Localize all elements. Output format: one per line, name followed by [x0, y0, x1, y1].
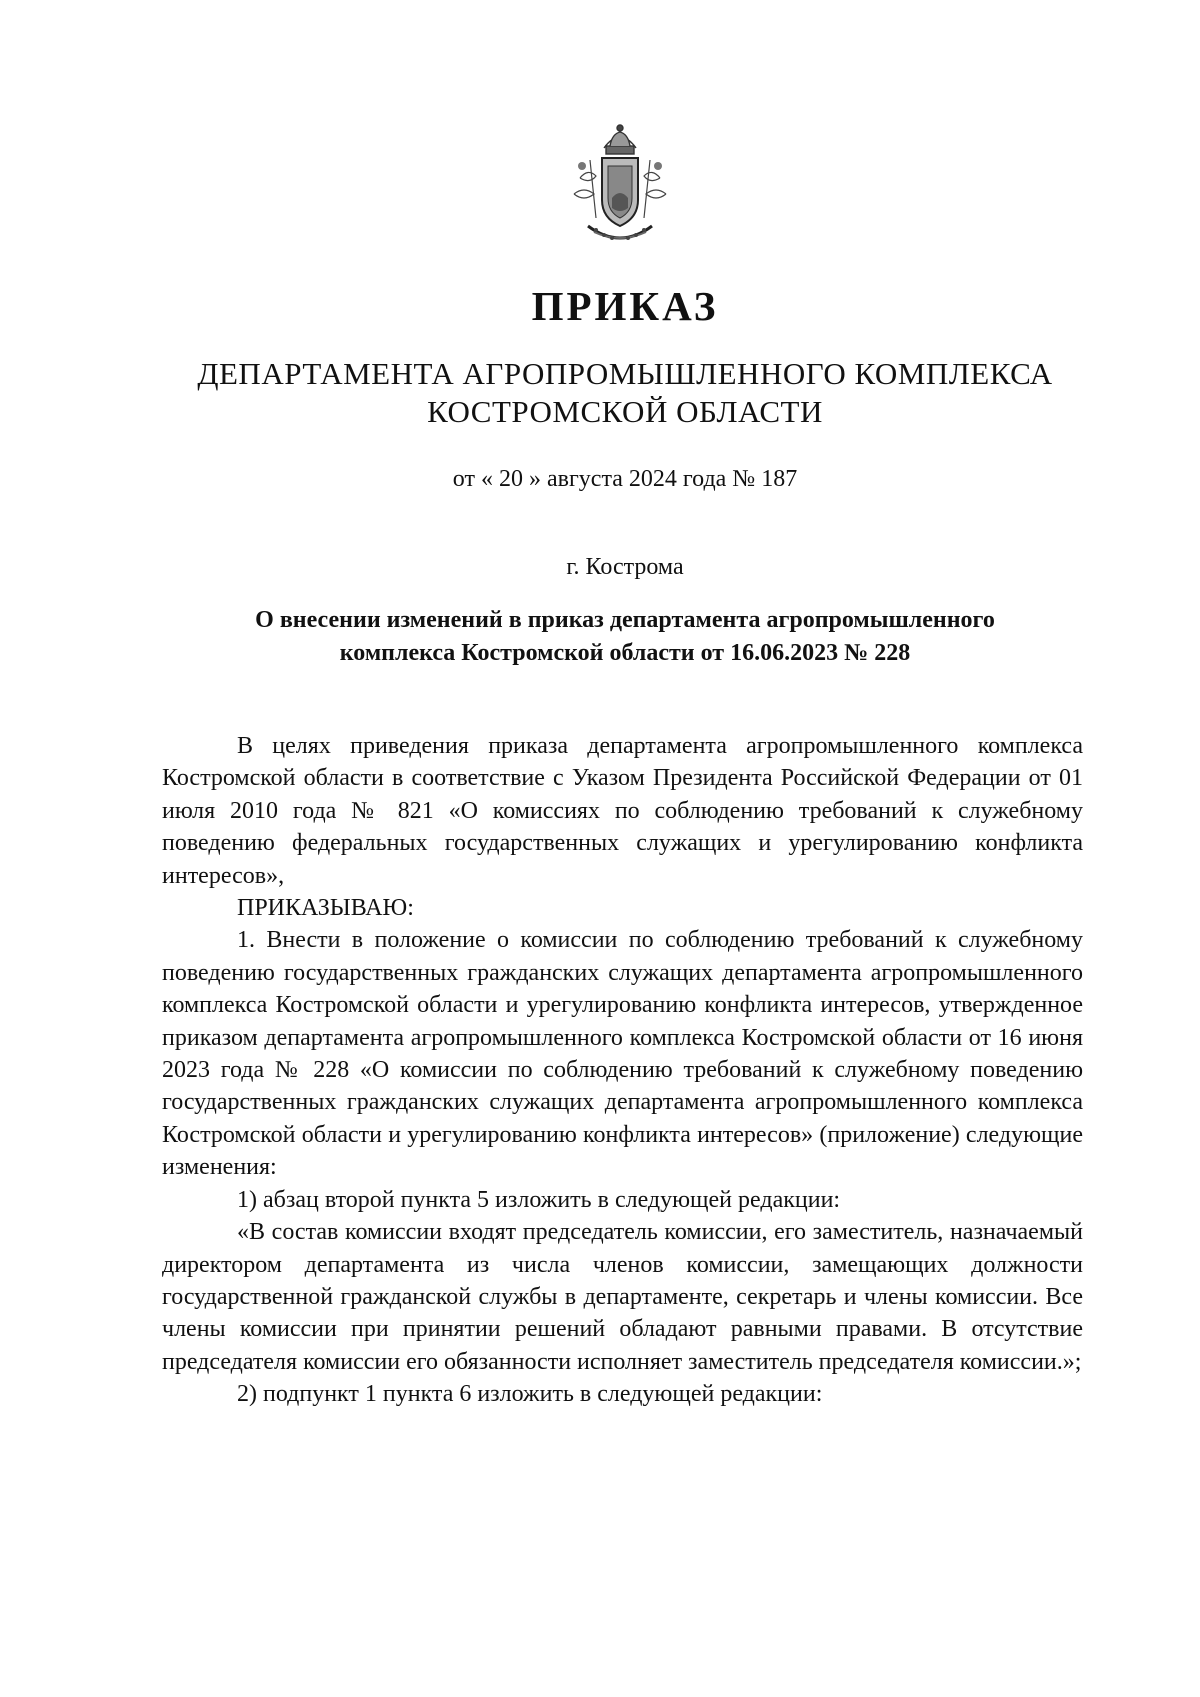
document-title: ПРИКАЗ	[531, 283, 719, 329]
subitem-1-paragraph: 1) абзац второй пункта 5 изложить в следующей редакции:	[237, 1186, 841, 1213]
issue-city: г. Кострома	[566, 554, 684, 580]
coat-of-arms-emblem	[560, 118, 680, 258]
subitem-2-paragraph: 2) подпункт 1 пункта 6 изложить в следующей редакции:	[237, 1381, 823, 1408]
order-date-number: от « 20 » августа 2024 года № 187	[452, 466, 798, 492]
order-word: ПРИКАЗЫВАЮ:	[237, 895, 414, 922]
department-name-line1: ДЕПАРТАМЕНТА АГРОПРОМЫШЛЕННОГО КОМПЛЕКСА	[197, 356, 1053, 391]
item-1-paragraph: 1. Внести в положение о комиссии по соблюдению требований к служебному поведению государственных гражданских служащих департамента агропромышленного комплекса Костромской области и урегулированию конфликта интересов, утвержденное приказом департамента агропромышленного комплекса Костромской области от 16 июня 2023 года № 228 «О комиссии по соблюдению требований к служебному поведению государственных гражданских служащих департамента агропромышленного комплекса Костромской области и урегулированию конфликта интересов» (приложение) следующие изменения:	[162, 927, 1083, 1181]
order-subject	[0, 604, 1200, 670]
department-name-line2: КОСТРОМСКОЙ ОБЛАСТИ	[427, 394, 823, 429]
order-subject-line2: комплекса Костромской области от 16.06.2023 № 228	[339, 640, 911, 666]
quoted-amendment-paragraph: «В состав комиссии входят председатель комиссии, его заместитель, назначаемый директором департамента из числа членов комиссии, замещающих должности государственной гражданской службы в департаменте, секретарь и члены комиссии. Все члены комиссии при принятии решений обладают равными правами. В отсутствие председателя комиссии его обязанности исполняет заместитель председателя комиссии.»;	[162, 1219, 1083, 1375]
department-name	[0, 355, 1200, 431]
preamble-paragraph: В целях приведения приказа департамента агропромышленного комплекса Костромской области в соответствие с Указом Президента Российской Федерации от 01 июля 2010 года № 821 «О комиссиях по соблюдению требований к служебному поведению федеральных государственных служащих и урегулированию конфликта интересов»,	[162, 733, 1083, 889]
order-body	[162, 730, 1083, 1411]
order-subject-line1: О внесении изменений в приказ департамента агропромышленного	[255, 607, 995, 633]
